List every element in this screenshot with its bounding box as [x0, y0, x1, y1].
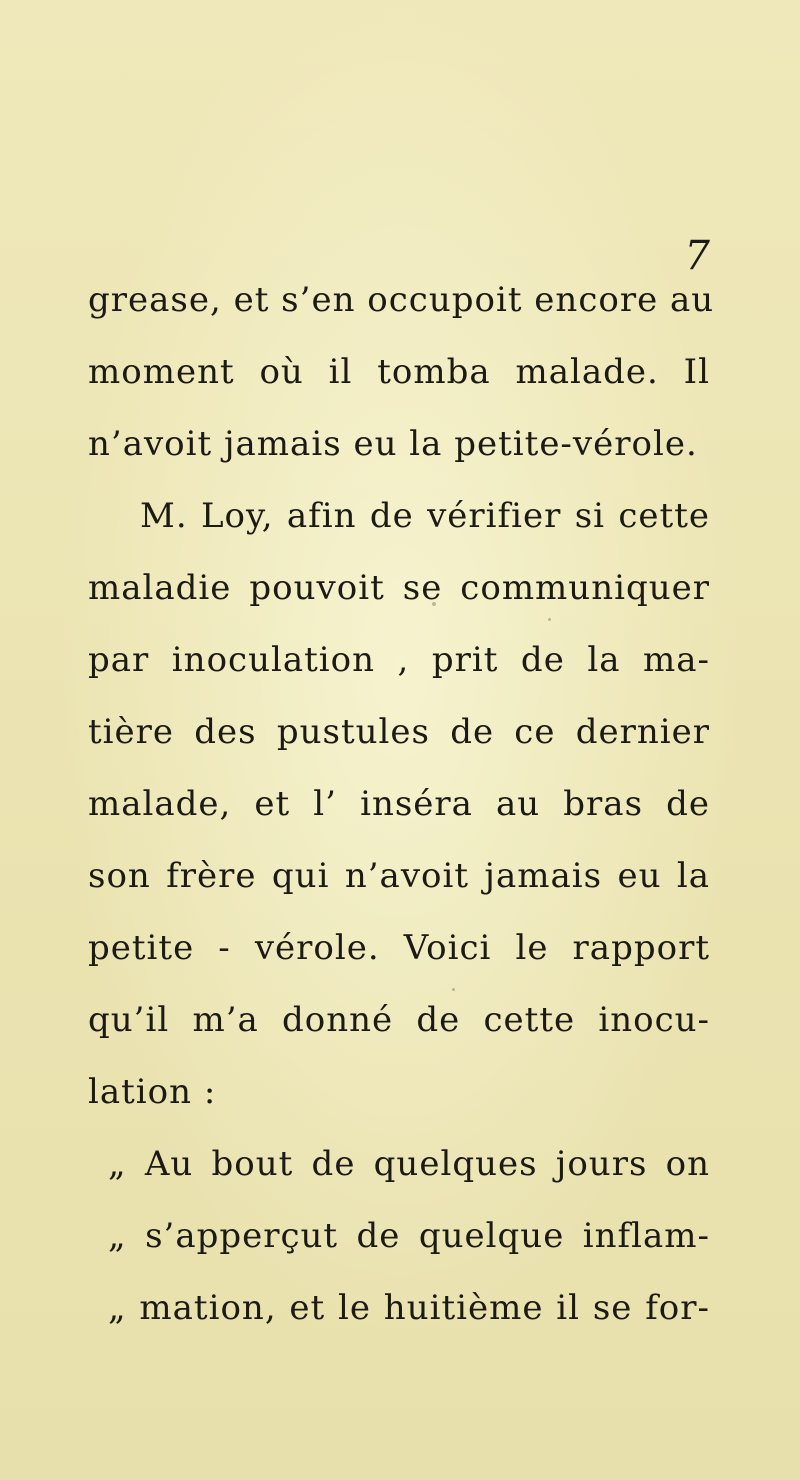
text-line: malade, et l’ inséra au bras de [88, 784, 710, 824]
text-line: qu’il m’a donné de cette inocu- [88, 1000, 710, 1040]
text-line: M. Loy, afin de vérifier si cette [140, 496, 710, 536]
text-line: grease, et s’en occupoit encore au [88, 280, 715, 320]
quote-line: „ mation, et le huitième il se for- [108, 1288, 710, 1328]
quote-line: „ Au bout de quelques jours on [108, 1144, 710, 1184]
text-line: par inoculation , prit de la ma- [88, 640, 710, 680]
text-line: moment où il tomba malade. Il [88, 352, 710, 392]
paper-speck [548, 618, 551, 621]
text-line: lation : [88, 1072, 217, 1112]
text-line: maladie pouvoit se communiquer [88, 568, 710, 608]
quote-line: „ s’apperçut de quelque inflam- [108, 1216, 710, 1256]
text-line: tière des pustules de ce dernier [88, 712, 710, 752]
text-line: n’avoit jamais eu la petite-vérole. [88, 424, 698, 464]
page-number: 7 [684, 233, 710, 279]
text-line: son frère qui n’avoit jamais eu la [88, 856, 710, 896]
paper-speck [452, 988, 455, 991]
text-line: petite - vérole. Voici le rapport [88, 928, 710, 968]
